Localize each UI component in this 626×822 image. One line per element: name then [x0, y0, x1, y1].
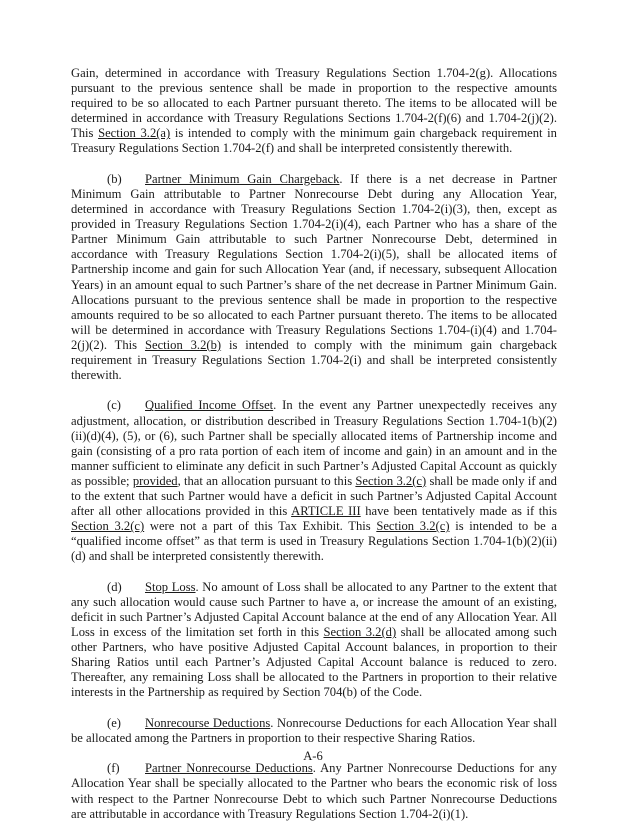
section-ref-3-2-a: Section 3.2(a) — [98, 126, 171, 141]
paragraph-c-text-4: have been tentatively made as if this — [360, 504, 557, 519]
paragraph-d — [71, 580, 557, 701]
paragraph-b-text-2: is intended to comply with the minimum gain chargeback requirement in Treasury Regulations Section 1.704-2(i) and shall be interpreted consistently therewith. — [71, 337, 557, 383]
paragraph-f-text-1: . Any Partner Nonrecourse Deductions for any Allocation Year shall be specially allocated to the Partner who bears the economic risk of loss with respect to the Partner Nonrecourse Debt to which such Partner Nonrecourse Deductions are attributable in accordance with Treasury Regulations Section 1.704-2(i)(1). — [71, 761, 557, 821]
intro-text-1: Gain, determined in accordance with Treasury Regulations Section 1.704-2(g). Allocations pursuant to the previous sentence shall be made in proportion to the respective amounts required to be so allocated to each Partner pursuant thereto. The items to be allocated will be determined in accordance with Treasury Regulations Sections 1.704-2(f)(6) and 1.704-2(j)(2). This — [71, 66, 557, 141]
section-ref-3-2-c: Section 3.2(c) — [376, 519, 450, 534]
paragraph-d-marker: (d) — [107, 579, 122, 594]
page-number: A-6 — [303, 749, 323, 763]
paragraph-e-heading: Nonrecourse Deductions — [145, 715, 271, 730]
section-ref-3-2-b: Section 3.2(b) — [144, 337, 222, 352]
paragraph-c-marker: (c) — [107, 398, 121, 413]
document-page — [71, 66, 557, 822]
provided-term: provided — [132, 473, 178, 488]
paragraph-c-text-2: , that an allocation pursuant to this — [177, 473, 356, 488]
paragraph-d-text-1: . No amount of Loss shall be allocated to any Partner to the extent that any such allocation would cause such Partner to have a, or increase the amount of an existing, deficit in such Partner’s Adjusted Capital Account balance at the end of any Allocation Year. All Loss in excess of the limitation set forth in this — [71, 579, 557, 640]
paragraph-c-text-6: is intended to be a “qualified income offset” as that term is used in Treasury Regulations Section 1.704-1(b)(2)(ii)(d) and shall be interpreted consistently therewith. — [71, 519, 557, 564]
paragraph-f-marker: (f) — [107, 761, 120, 776]
section-ref-3-2-d: Section 3.2(d) — [323, 625, 397, 640]
paragraph-e-text-1: . Nonrecourse Deductions for each Allocation Year shall be allocated among the Partners in proportion to their respective Sharing Ratios. — [71, 715, 557, 745]
paragraph-c-text-3: shall be made only if and to the extent that such Partner would have a deficit in such Partner’s Adjusted Capital Account after all other allocations provided in this — [71, 473, 557, 519]
paragraph-d-heading: Stop Loss — [145, 579, 196, 594]
paragraph-d-text-2: shall be allocated among such other Partners, who have positive Adjusted Capital Account balances, in proportion to their Sharing Ratios until each Partner’s Adjusted Capital Account balance is reduced to zero. Thereafter, any remaining Loss shall be allocated to the Partners in proportion to their relative interests in the Partnership as required by Section 704(b) of the Code. — [71, 625, 557, 700]
paragraph-c — [71, 398, 557, 564]
paragraph-f — [71, 761, 557, 821]
section-ref-3-2-c: Section 3.2(c) — [71, 519, 145, 534]
section-ref-3-2-c: Section 3.2(c) — [355, 473, 427, 488]
paragraph-b-text-1: . If there is a net decrease in Partner Minimum Gain attributable to Partner Nonrecourse Debt during any Allocation Year, determined in accordance with Treasury Regulations Section 1.704-2(i)(3), then, except as provided in Treasury Regulations Section 1.704-2(i)(4), each Partner who has a share of the Partner Minimum Gain attributable to such Partner Nonrecourse Debt, determined in accordance with Treasury Regulations Section 1.704-2(i)(5), shall be allocated items of Partnership income and gain for such Allocation Year (and, if necessary, subsequent Allocation Years) in an amount equal to such Partner’s share of the net decrease in Partner Minimum Gain. Allocations pursuant to the previous sentence shall be made in proportion to the respective amounts required to be so allocated to each Partner pursuant thereto. The items to be allocated will be determined in accordance with Treasury Regulations Sections 1.704-(i)(4) and 1.704-2(j)(2). This — [71, 171, 557, 352]
paragraph-c-heading: Qualified Income Offset — [145, 398, 274, 413]
paragraph-b-heading: Partner Minimum Gain Chargeback — [145, 171, 340, 186]
paragraph-c-text-1: . In the event any Partner unexpectedly receives any adjustment, allocation, or distribution described in Treasury Regulations Section 1.704-1(b)(2)(ii)(d)(4), (5), or (6), such Partner shall be specially allocated items of Partnership income and gain (consisting of a pro rata portion of each item of income and gain) in an amount and in the manner sufficient to eliminate any deficit in such Partner’s Adjusted Capital Account as quickly as possible; — [71, 398, 557, 488]
paragraph-b — [71, 172, 557, 383]
article-ref-iii: ARTICLE III — [291, 504, 361, 519]
paragraph-e — [71, 716, 557, 746]
paragraph-f-heading: Partner Nonrecourse Deductions — [145, 761, 313, 776]
paragraph-b-marker: (b) — [107, 171, 122, 186]
intro-text-2: is intended to comply with the minimum gain chargeback requirement in Treasury Regulations Section 1.704-2(f) and shall be interpreted consistently therewith. — [71, 126, 557, 156]
paragraph-e-marker: (e) — [107, 715, 121, 730]
intro-paragraph — [71, 66, 557, 157]
paragraph-c-text-5: were not a part of this Tax Exhibit. This — [144, 519, 377, 534]
